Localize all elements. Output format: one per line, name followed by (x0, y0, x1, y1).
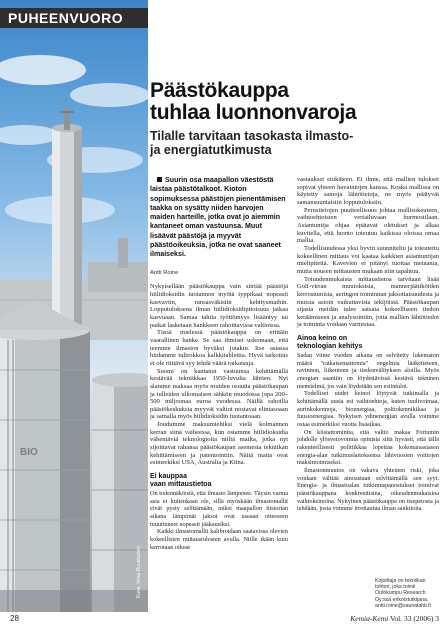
lead-paragraph (150, 176, 288, 260)
subheading-technology (297, 335, 439, 351)
author-note-line: Kirjoittaja on tekniikan tohtori, joka toimii (375, 578, 426, 591)
author-note-line: Outokumpu Research Oy:ssä erikoistutkijana. (375, 590, 429, 603)
subheading-line: vaan mittaustietoa (150, 481, 212, 489)
section-tab (0, 8, 148, 28)
body-paragraph: On todennäköistä, että ilmasto lämpenee. Täysin varma asia ei kuitenkaan ole, sillä myöskään ilmastomallit eivät pysty selittämään, miksi maapallon historian aikana lämpimät jaksot ovat useaan otteeseen muuttuneet nopeasti jääkausiksi. (150, 490, 288, 528)
body-paragraph: Todelliset uudet keinot löytyvät tutkimalla ja kehittämällä uusia esi vaihtoehtoja, kuten tuulivoimaa, aurinkokennoja, bioenergiaa, polttokennikikaa ja fuusioenergiaa. Nykyisen ydinenergian avulla voimme ostaa esimerkiksi vuotta lisäaikaa. (297, 390, 439, 429)
title-line-2: tuhlaa luonnonvaroja (150, 101, 357, 124)
article-title (150, 80, 440, 124)
body-paragraph: vastaukset etukäteen. Ei ihme, että mallien tulokset sopivat yhteen havaintojen kanssa. Koska mallissa on käytetty samoja lähtötietoja, ne myös päätyvät samansuuntaisiin lopputuloksiin. (297, 176, 439, 206)
subtitle-line-1: Tilalle tarvitaan tasokasta ilmasto- (150, 129, 354, 143)
subheading-measurement (150, 473, 288, 489)
bullet-square-icon (157, 177, 162, 182)
body-paragraph: Joudumme maksumiehiksi vielä kolmannen kerran siinä vaiheessa, kun ostamme hiilidioksidia vähentäviä teknologioita niiltä mailta, jotka nyt sijoittavat rahansa päästökaupan asemesta tekniikan kehittämiseen ja patentointiin. Näitä maita ovat esimerkiksi USA, Australia ja Kiina. (150, 421, 288, 467)
journal-info (350, 614, 439, 623)
lead-text: Suurin osa maapallon väestöstä laistaa päästötalkoot. Kioton sopimuksessa päästöjen pienentämisen taakka on sysätty niiden harvojen maiden harteille, jotka ovat jo aiemmin kantaneet oman vastuunsa. Muut lisäävät päästöjä ja myyvät päästöoikeuksia, jotka ne ovat saaneet ilmaiseksi. (150, 176, 286, 259)
author-email: antti.roine@saunalahti.fi (375, 602, 431, 609)
text-column-right (297, 176, 439, 513)
body-paragraph: Kaikki ilmastomallit kalibroidaan saatavissa olevien kokeellisten mittaustulosten avulla. Niille ikään kuin kerrotaan oikeat (150, 528, 288, 551)
subtitle-line-2: ja energiatutkimusta (150, 143, 272, 157)
body-paragraph: Nykyisellään päästökauppa vain siirtää päästöjä hiilidioksidin tuotannon myötä typpikaat nopeasti kasvaviin, runsasväkisiin kehitysmaihin. Lopputuloksena ilman hiilidioksidipitoisuus jatkaa kasvuaan. Samaa tahtia työttömyys lisääntyy tai paikat lasketaan hankkeen rahoittavissa valtioissa. (150, 283, 288, 329)
photo-illustration (0, 0, 148, 612)
industrial-tanks-photo (0, 0, 148, 612)
body-paragraph: Ilmastonmuutos on vakava yhteinen riski, joka voidaan välttää ainoastaan selvittämällä sen syyt. Energia- ja ilmastoalan tutkimuspanostukset toimivat päästökauppana konkreettisina, oikeudenmukaisina vaihtokeinoina. Nykyinen päästökauppa on itsepetosta ja tehdään, josta voimme irrottautua ilman sanktioita. (297, 466, 439, 513)
journal-volume: Vol. 33 (2006) 3 (389, 614, 439, 623)
page-footer (0, 612, 447, 630)
body-paragraph: On kiistattomintta, että valtio makaa Fortumin johdolle ylösvetovoimia opinista siitä hyvästi, että tällä rakenteellisesti politiikkaa lopettaa kokonaisasiasen energia-alan tutkimuslaitoksensa lähivuosien voittojen maksimoimiseksi. (297, 428, 439, 467)
subheading-line: Ei kauppaa (150, 473, 187, 481)
title-line-1: Päästökauppa (150, 79, 289, 102)
photo-credit: Kuva: Vesa Ruuskanen (136, 546, 142, 598)
body-paragraph: Totuudenmukaista mittaustietoa tarvitaan lisää Golf-virran muutoksista, mannerjäätiköiden kerrostumista, aeringon toiminnan jaksottaisuudesta ja muista asioin vaikuttavista tekijöistä. Päästökaupan sijasta meidän tulee satsata kokeelliseen tiedon keräämiseen ja analysointiin, joita mallien lähtötiedot ja toiminta voidaan varmistaa. (297, 275, 439, 329)
section-label: PUHEENVUORO (8, 10, 124, 26)
subheading-line: teknologian kehitys (297, 343, 363, 351)
article-subtitle (150, 129, 440, 157)
author-name: Antti Roine (150, 269, 179, 276)
page-number: 28 (10, 614, 19, 623)
body-paragraph: Suomi on kantanut vastuunsa kehittämällä kestävää tekniikkaa 1950-luvulta lähtien. Nyt alamme maksaa myös muiden osuutta päästökaupan ja tulleiden ulkomaisen sähkön muodossa jopa 200–500 miljoonaa euroa vuodessa. Näillä rahoilla päästökeskuksia myyvät valtiot nostavat elintasoaan ja samalla myös hiilidioksidin tuotantoaan. (150, 367, 288, 421)
tank-label: BIO (20, 447, 38, 458)
body-paragraph: Todellisuudessa yksi hyvin suunniteltu ja toteutettu kokeellinen mittaus voi kaataa kaikkien asiantuntijan mielipiteitä. Kavevien ei pitänyt tuottaa metaania, mutta nousen mittausten mukaan niin tapahtuu. (297, 244, 439, 275)
subheading-line: Ainoa keino on (297, 335, 348, 343)
text-column-left (150, 176, 288, 551)
body-paragraph: Perustietojen puutteellisuus johtaa mallisokeuteen, vaihtoehtoisten vertailuvaan hurmostilaan. Asiantuntija ohjaa epätavat oletukset ja alkaa kuvitella, että luonto toteutuu kaikissa oloissa omaa mallia. (297, 206, 439, 245)
author-note (375, 578, 441, 609)
journal-name: Kemia-Kemi (350, 614, 389, 623)
body-paragraph: Sadan viime vuoden aikana on selvitetty lukematon määrä "ratkaisemattomia" ongelmia lääketieteen, ravinnon, liikenteen ja tiedonvälityksen aloilla. Myös energian saantiin on löydettävissä kestävä tekninen menetelmä, jos vain löydetään sen esiintulot. (297, 352, 439, 390)
body-paragraph: Tässä mielessä päästökauppa on erittäin vaarallinen hanke. Se saa ihmiset uskomaan, että teemme ilmaston hyväksi jotakin. Itse asiassa hiidamme tulirokkoa kalkkitablettia. Hyvä tarkoitus ei ole riittävä syy tehdä väärä ratkaisuja. (150, 329, 288, 367)
